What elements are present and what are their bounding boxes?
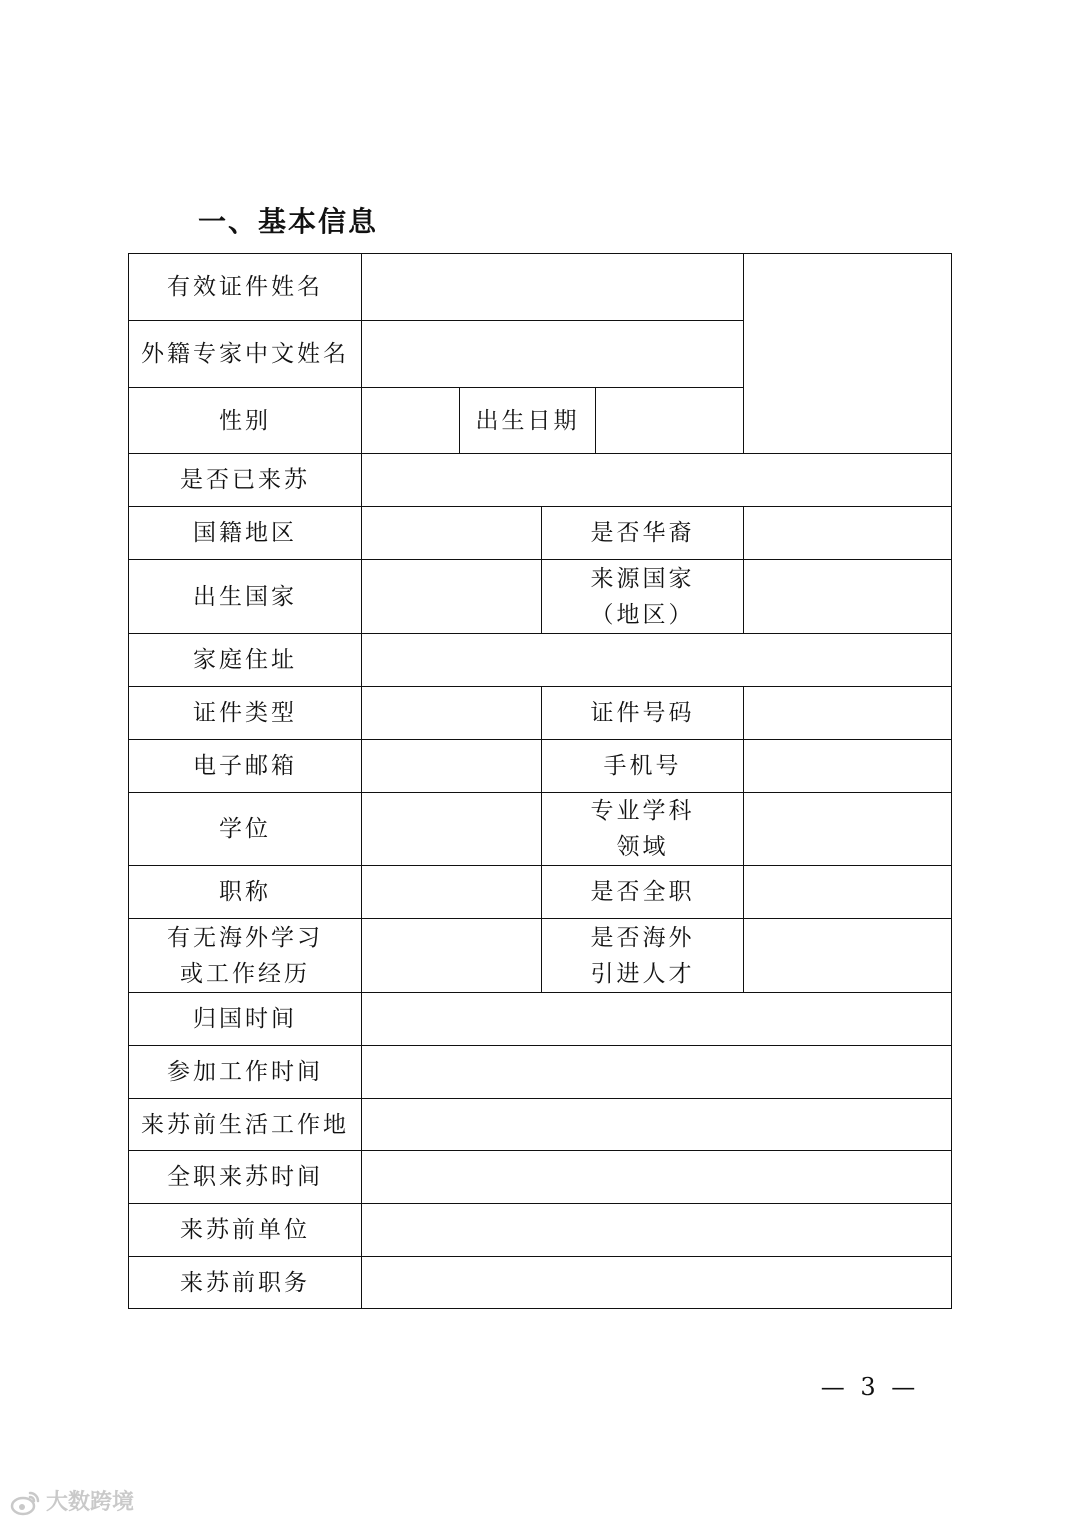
overseas-talent-field[interactable] — [744, 919, 952, 993]
label-line: 来源国家 — [590, 565, 695, 592]
previous-location-field[interactable] — [362, 1099, 952, 1151]
form-row — [129, 1151, 952, 1204]
full-time-arrival-date-field[interactable] — [362, 1151, 952, 1204]
previous-employer-field[interactable] — [362, 1204, 952, 1257]
name-on-id-field[interactable] — [362, 254, 744, 321]
watermark-text: 大数跨境 — [46, 1490, 135, 1515]
full-time-field[interactable] — [744, 866, 952, 919]
birth-date-field[interactable] — [596, 388, 744, 454]
field-label: 是否已来苏 — [129, 454, 362, 507]
field-label: 学位 — [129, 793, 362, 866]
form-row — [129, 993, 952, 1046]
field-label: 来苏前职务 — [129, 1257, 362, 1309]
photo-box[interactable] — [744, 254, 952, 454]
field-label: 国籍地区 — [129, 507, 362, 560]
form-row — [129, 866, 952, 919]
page-number: — 3 — — [820, 1373, 920, 1401]
field-label: 出生日期 — [460, 388, 596, 454]
label-line: 有无海外学习 — [167, 924, 323, 951]
basic-info-form — [128, 253, 952, 1309]
field-label: 职称 — [129, 866, 362, 919]
nationality-field[interactable] — [362, 507, 542, 560]
arrived-in-suzhou-field[interactable] — [362, 454, 952, 507]
field-label: 是否全职 — [542, 866, 744, 919]
field-label: 出生国家 — [129, 560, 362, 634]
overseas-experience-field[interactable] — [362, 919, 542, 993]
overseas-chinese-field[interactable] — [744, 507, 952, 560]
weibo-logo-icon — [10, 1490, 40, 1516]
form-row — [129, 793, 952, 866]
label-line: 专业学科 — [590, 798, 695, 824]
label-line: （地区） — [590, 601, 695, 628]
field-label: 性别 — [129, 388, 362, 454]
field-label — [542, 919, 744, 993]
field-label — [542, 793, 744, 866]
field-label: 是否华裔 — [542, 507, 744, 560]
form-row — [129, 1099, 952, 1151]
label-line: 引进人才 — [590, 960, 695, 987]
field-label — [129, 919, 362, 993]
label-line: 或工作经历 — [180, 960, 310, 987]
form-row — [129, 254, 952, 321]
form-row — [129, 740, 952, 793]
form-row — [129, 1204, 952, 1257]
form-row — [129, 1257, 952, 1309]
gender-field[interactable] — [362, 388, 460, 454]
label-line: 是否海外 — [590, 924, 695, 951]
previous-position-field[interactable] — [362, 1257, 952, 1309]
form-row — [129, 919, 952, 993]
field-label: 有效证件姓名 — [129, 254, 362, 321]
field-label: 来苏前生活工作地 — [129, 1099, 362, 1151]
field-label — [542, 560, 744, 634]
field-label: 证件号码 — [542, 687, 744, 740]
chinese-name-field[interactable] — [362, 321, 744, 388]
professional-title-field[interactable] — [362, 866, 542, 919]
home-address-field[interactable] — [362, 634, 952, 687]
id-number-field[interactable] — [744, 687, 952, 740]
label-line: 领域 — [616, 834, 669, 860]
form-row — [129, 634, 952, 687]
section-title: 一、基本信息 — [198, 205, 379, 238]
watermark — [10, 1488, 134, 1518]
field-label: 参加工作时间 — [129, 1046, 362, 1099]
field-label: 手机号 — [542, 740, 744, 793]
field-label: 家庭住址 — [129, 634, 362, 687]
return-date-field[interactable] — [362, 993, 952, 1046]
field-label: 归国时间 — [129, 993, 362, 1046]
form-row — [129, 687, 952, 740]
birth-country-field[interactable] — [362, 560, 542, 634]
form-row — [129, 507, 952, 560]
field-label: 证件类型 — [129, 687, 362, 740]
form-row — [129, 560, 952, 634]
mobile-field[interactable] — [744, 740, 952, 793]
field-label: 全职来苏时间 — [129, 1151, 362, 1204]
field-label: 外籍专家中文姓名 — [129, 321, 362, 388]
field-label: 电子邮箱 — [129, 740, 362, 793]
discipline-field[interactable] — [744, 793, 952, 866]
field-label: 来苏前单位 — [129, 1204, 362, 1257]
form-row — [129, 1046, 952, 1099]
work-start-date-field[interactable] — [362, 1046, 952, 1099]
id-type-field[interactable] — [362, 687, 542, 740]
form-row — [129, 454, 952, 507]
source-country-field[interactable] — [744, 560, 952, 634]
email-field[interactable] — [362, 740, 542, 793]
degree-field[interactable] — [362, 793, 542, 866]
